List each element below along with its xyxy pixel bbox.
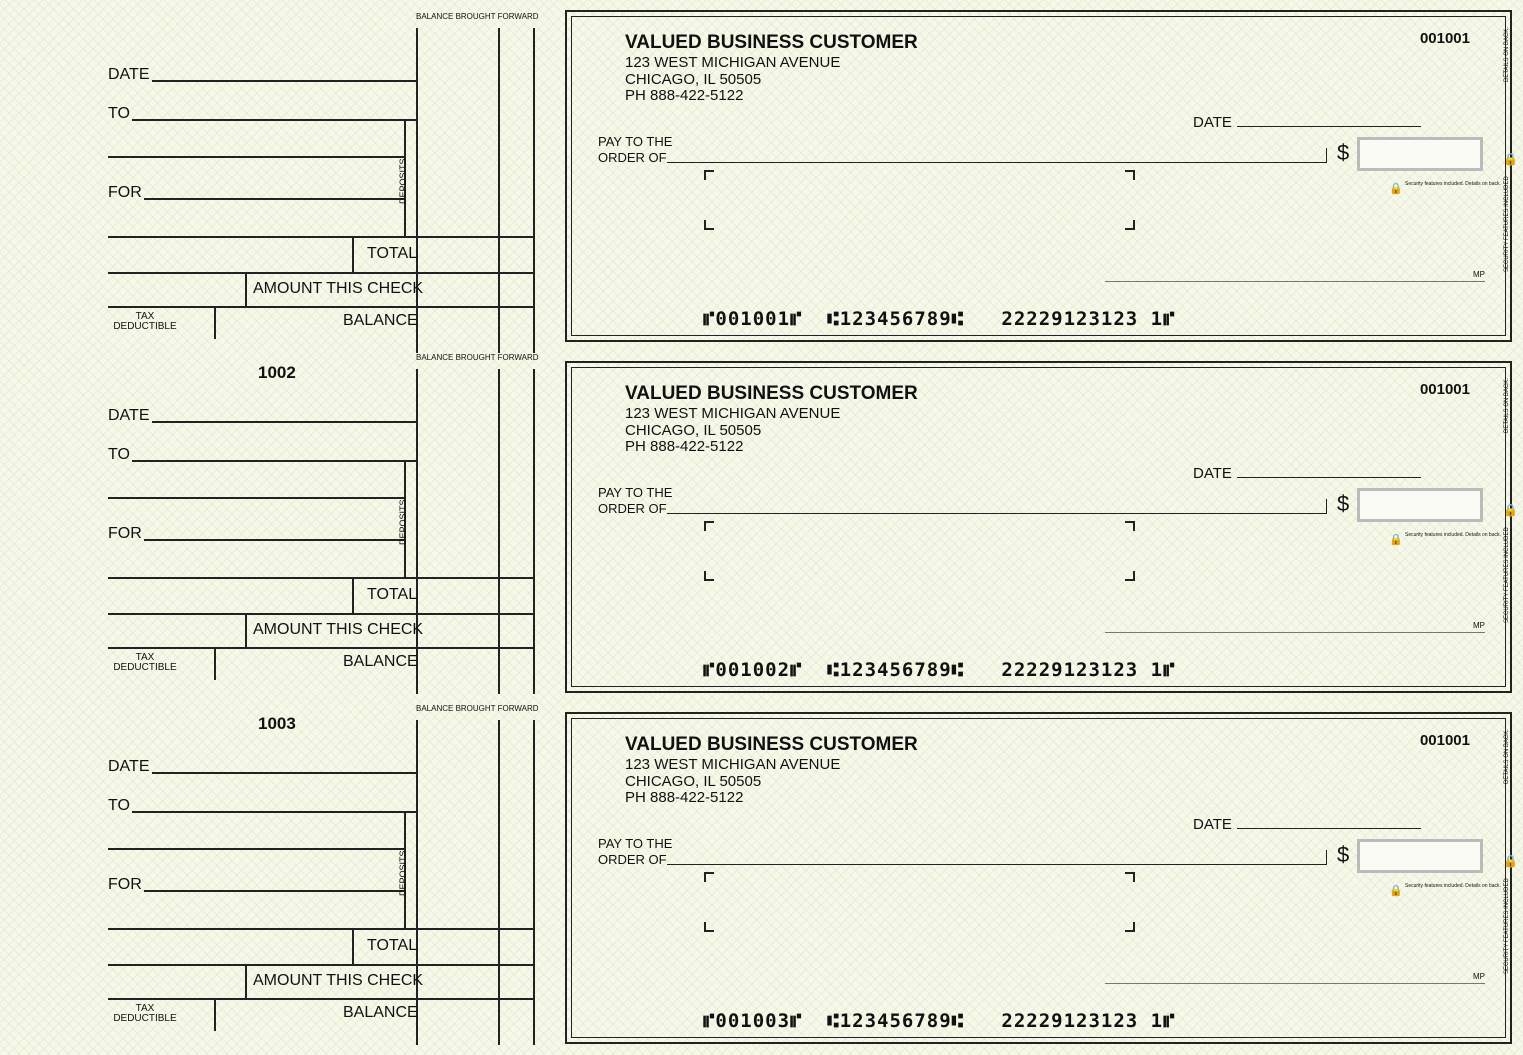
stub-for-line[interactable] [144, 539, 404, 541]
date-label: DATE [1193, 465, 1232, 482]
tax-deductible-label: TAX DEDUCTIBLE [113, 652, 177, 673]
dollar-sign: $ [1337, 842, 1350, 867]
check [565, 10, 1518, 342]
corner-mark [704, 872, 714, 882]
stub-rule [108, 998, 534, 1000]
stub-to-line[interactable] [132, 460, 416, 462]
payee-line-end [1326, 850, 1327, 864]
stub-rule [108, 236, 534, 238]
side-security-text: SECURITY FEATURES INCLUDED [1504, 878, 1510, 974]
total-divider [352, 577, 354, 613]
corner-mark [1125, 872, 1135, 882]
signature-line[interactable] [1105, 632, 1485, 633]
stub-to-line[interactable] [132, 119, 416, 121]
stub-divider [416, 28, 418, 353]
phone-number: PH 888-422-5122 [625, 438, 744, 455]
stub-to-line[interactable] [132, 811, 416, 813]
side-details-text: DETAILS ON BACK. [1504, 729, 1510, 784]
date-line[interactable] [1237, 828, 1421, 829]
micr-line: ⑈001001⑈ ⑆123456789⑆ 22229123123 1⑈ [703, 308, 1176, 330]
check-stub [0, 355, 545, 700]
balance-brought-forward-label: BALANCE BROUGHT FORWARD [416, 353, 539, 362]
check-number: 001001 [1419, 30, 1470, 47]
stub-divider [498, 720, 500, 1045]
corner-mark [704, 521, 714, 531]
signature-line[interactable] [1105, 281, 1485, 282]
date-label: DATE [1193, 114, 1232, 131]
balance-brought-forward-label: BALANCE BROUGHT FORWARD [416, 704, 539, 713]
amount-this-check-label: AMOUNT THIS CHECK [253, 972, 424, 989]
payee-line-end [1326, 148, 1327, 162]
stub-divider [533, 28, 535, 353]
pay-to-label: PAY TO THE ORDER OF [598, 134, 673, 165]
security-features-note: Security features included. Details on back. [1405, 181, 1501, 187]
side-details-text: DETAILS ON BACK. [1504, 378, 1510, 433]
stub-for-line[interactable] [144, 198, 404, 200]
lock-icon: 🔒 [1389, 885, 1403, 897]
stub-divider [498, 369, 500, 694]
check [565, 712, 1518, 1044]
side-security-text: SECURITY FEATURES INCLUDED [1504, 176, 1510, 272]
micr-line: ⑈001002⑈ ⑆123456789⑆ 22229123123 1⑈ [703, 659, 1176, 681]
lock-icon: 🔒 [1389, 183, 1403, 195]
stub-rule [108, 577, 534, 579]
tax-divider [214, 306, 216, 339]
payee-line[interactable] [667, 864, 1327, 865]
total-label: TOTAL [367, 245, 418, 262]
balance-label: BALANCE [343, 312, 418, 329]
mp-mark: MP [1473, 270, 1485, 279]
stub-to-label: TO [108, 105, 130, 122]
stub-date-label: DATE [108, 407, 150, 424]
stub-divider [533, 369, 535, 694]
amount-this-check-label: AMOUNT THIS CHECK [253, 280, 424, 297]
phone-number: PH 888-422-5122 [625, 789, 744, 806]
stub-to-label: TO [108, 797, 130, 814]
phone-number: PH 888-422-5122 [625, 87, 744, 104]
side-security-text: SECURITY FEATURES INCLUDED [1504, 527, 1510, 623]
stub-rule [108, 928, 534, 930]
business-name: VALUED BUSINESS CUSTOMER [625, 32, 918, 53]
stub-to-line-2[interactable] [108, 156, 404, 158]
stub-for-label: FOR [108, 876, 142, 893]
address-line-2: CHICAGO, IL 50505 [625, 71, 762, 88]
pay-to-label: PAY TO THE ORDER OF [598, 485, 673, 516]
stub-rule [108, 306, 534, 308]
business-name: VALUED BUSINESS CUSTOMER [625, 383, 918, 404]
amount-box[interactable] [1357, 839, 1483, 873]
stub-rule [108, 647, 534, 649]
mp-mark: MP [1473, 621, 1485, 630]
side-lock-icon: 🔒 [1503, 503, 1518, 517]
payee-line-end [1326, 499, 1327, 513]
address-line-1: 123 WEST MICHIGAN AVENUE [625, 756, 841, 773]
side-details-text: DETAILS ON BACK. [1504, 27, 1510, 82]
corner-mark [1125, 922, 1135, 932]
deposits-label: DEPOSITS [398, 158, 408, 204]
total-divider [352, 236, 354, 272]
corner-mark [1125, 220, 1135, 230]
dollar-sign: $ [1337, 140, 1350, 165]
mp-mark: MP [1473, 972, 1485, 981]
signature-line[interactable] [1105, 983, 1485, 984]
security-features-note: Security features included. Details on back. [1405, 883, 1501, 889]
corner-mark [1125, 170, 1135, 180]
side-lock-icon: 🔒 [1503, 152, 1518, 166]
corner-mark [704, 220, 714, 230]
stub-to-line-2[interactable] [108, 497, 404, 499]
check [565, 361, 1518, 693]
tax-divider [214, 998, 216, 1031]
check-number: 001001 [1419, 732, 1470, 749]
payee-line[interactable] [667, 162, 1327, 163]
side-lock-icon: 🔒 [1503, 854, 1518, 868]
amount-divider [245, 613, 247, 647]
stub-divider [416, 369, 418, 694]
tax-divider [214, 647, 216, 680]
security-features-note: Security features included. Details on back. [1405, 532, 1501, 538]
corner-mark [704, 571, 714, 581]
check-number: 001001 [1419, 381, 1470, 398]
corner-mark [1125, 571, 1135, 581]
stub-number: 1002 [258, 363, 296, 382]
balance-label: BALANCE [343, 1004, 418, 1021]
deposits-label: DEPOSITS [398, 850, 408, 896]
address-line-2: CHICAGO, IL 50505 [625, 773, 762, 790]
micr-line: ⑈001003⑈ ⑆123456789⑆ 22229123123 1⑈ [703, 1010, 1176, 1032]
tax-deductible-label: TAX DEDUCTIBLE [113, 311, 177, 332]
corner-mark [1125, 521, 1135, 531]
payee-line[interactable] [667, 513, 1327, 514]
corner-mark [704, 170, 714, 180]
date-line[interactable] [1237, 126, 1421, 127]
total-divider [352, 928, 354, 964]
corner-mark [704, 922, 714, 932]
amount-box[interactable] [1357, 137, 1483, 171]
address-line-2: CHICAGO, IL 50505 [625, 422, 762, 439]
tax-deductible-label: TAX DEDUCTIBLE [113, 1003, 177, 1024]
stub-for-label: FOR [108, 184, 142, 201]
stub-to-label: TO [108, 446, 130, 463]
address-line-1: 123 WEST MICHIGAN AVENUE [625, 405, 841, 422]
address-line-1: 123 WEST MICHIGAN AVENUE [625, 54, 841, 71]
stub-divider [533, 720, 535, 1045]
check-stub [0, 706, 545, 1051]
stub-divider [416, 720, 418, 1045]
lock-icon: 🔒 [1389, 534, 1403, 546]
stub-divider [498, 28, 500, 353]
total-label: TOTAL [367, 937, 418, 954]
stub-date-line[interactable] [152, 80, 416, 82]
stub-for-line[interactable] [144, 890, 404, 892]
stub-date-line[interactable] [152, 772, 416, 774]
stub-for-label: FOR [108, 525, 142, 542]
check-stub [0, 14, 545, 359]
stub-date-label: DATE [108, 758, 150, 775]
stub-rule [108, 964, 534, 966]
deposits-label: DEPOSITS [398, 499, 408, 545]
business-name: VALUED BUSINESS CUSTOMER [625, 734, 918, 755]
amount-divider [245, 272, 247, 306]
amount-this-check-label: AMOUNT THIS CHECK [253, 621, 424, 638]
stub-to-line-2[interactable] [108, 848, 404, 850]
amount-divider [245, 964, 247, 998]
balance-brought-forward-label: BALANCE BROUGHT FORWARD [416, 12, 539, 21]
stub-date-label: DATE [108, 66, 150, 83]
date-line[interactable] [1237, 477, 1421, 478]
pay-to-label: PAY TO THE ORDER OF [598, 836, 673, 867]
stub-date-line[interactable] [152, 421, 416, 423]
stub-number: 1003 [258, 714, 296, 733]
stub-rule [108, 613, 534, 615]
amount-box[interactable] [1357, 488, 1483, 522]
stub-rule [108, 272, 534, 274]
dollar-sign: $ [1337, 491, 1350, 516]
balance-label: BALANCE [343, 653, 418, 670]
total-label: TOTAL [367, 586, 418, 603]
date-label: DATE [1193, 816, 1232, 833]
